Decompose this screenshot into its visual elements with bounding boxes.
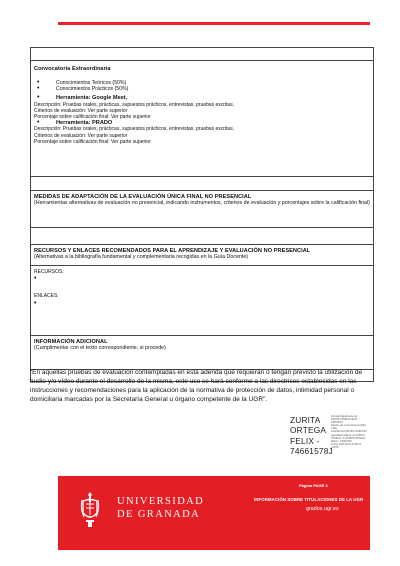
data-protection-statement: “En aquellas pruebas de evaluación contempladas en esta adenda que requieran o tengan previsto la utilización de audio y/o vídeo durante el desarrollo de la misma, este uso se hará conforme a las directrices establecidas en las instrucciones y recomendaciones para la aplicación de la normativa de protección de datos, intimidad personal o domiciliaria marcadas por la Secretaría General u órgano competente de la UGR”.	[30, 369, 363, 403]
signature-details: Firmado digitalmente por ZURITA ORTEGA FELIX - 74661578J Nombre de reconocimiento (DN): c=ES, serialNumber=IDCES-74661578J, givenName=FELIX, sn=ZURITA ORTEGA, cn=ZURITA ORTEGA FELIX - 74661578J Fecha: 2020.06.02 21:58:13 +02'00'	[331, 415, 368, 449]
recursos-text: (Alternativas a la bibliografía fundamental y complementaria recogidas en la Guía Docente)	[34, 254, 249, 260]
university-crest-icon	[80, 491, 100, 529]
list-item	[34, 276, 370, 282]
tool-description: Descripción: Pruebas orales, prácticas, supuestos prácticos, entrevistas, pruebas escritas.	[34, 126, 235, 133]
info-text: (Cumplimentar con el texto correspondiente, si procede)	[34, 345, 166, 351]
tool-heading: • Herramienta: PRADO	[34, 120, 370, 126]
bullet-icon	[34, 86, 56, 92]
medidas-title: MEDIDAS DE ADAPTACIÓN DE LA EVALUACIÓN ÚNICA FINAL NO PRESENCIAL	[34, 194, 252, 200]
bullet-icon	[34, 276, 56, 282]
empty-row	[31, 47, 373, 60]
university-name-line1: UNIVERSIDAD	[117, 496, 205, 507]
titulaciones-info: INFORMACIÓN SOBRE TITULACIONES DE LA UGR	[254, 497, 364, 502]
empty-row	[31, 227, 373, 244]
bullet-icon	[34, 95, 56, 101]
medidas-text: (Herramientas alternativas de evaluación no presencial, indicando instrumentos, criterios de evaluación y porcentajes sobre la calificación final)	[34, 200, 370, 206]
empty-row	[31, 176, 373, 190]
tool-percentage: Porcentaje sobre calificación final: Ver parte superior	[34, 114, 151, 121]
university-name-line2: DE GRANADA	[117, 509, 201, 520]
info-section	[31, 335, 373, 369]
list-item: • Conocimientos Teóricos (50%)	[34, 80, 370, 86]
recursos-title: RECURSOS Y ENLACES RECOMENDADOS PARA EL APRENDIZAJE Y EVALUACIÓN NO PRESENCIAL	[34, 248, 311, 254]
convocatoria-section	[31, 60, 373, 176]
page-number: Página PAGE 3	[299, 483, 328, 488]
header-rule	[58, 22, 370, 25]
tool-criteria: Criterios de evaluación: Ver parte superior	[34, 132, 128, 139]
tool-description: Descripción: Pruebas orales, prácticas, supuestos prácticos, entrevistas, pruebas escritas.	[34, 101, 235, 108]
list-item	[34, 301, 370, 307]
signature-name: ZURITA ORTEGA FELIX - 74661578J	[290, 415, 333, 457]
grados-link[interactable]: grados.ugr.es	[306, 506, 339, 512]
info-title: INFORMACIÓN ADICIONAL	[34, 339, 108, 345]
tool-heading: • Herramienta: Google Meet,	[34, 95, 370, 101]
recursos-header	[31, 244, 373, 265]
list-item: • Conocimientos Prácticos (50%)	[34, 86, 370, 92]
recursos-body	[31, 265, 373, 335]
enlaces-label: ENLACES:	[34, 293, 59, 300]
tool-percentage: Porcentaje sobre calificación final: Ver parte superior	[34, 138, 151, 145]
medidas-section	[31, 190, 373, 227]
convocatoria-title: Convocatoria Extraordinaria	[34, 66, 111, 72]
addendum-table	[30, 47, 374, 382]
tool-criteria: Criterios de evaluación: Ver parte superior	[34, 107, 128, 114]
bullet-icon	[34, 301, 56, 307]
recursos-label: RECURSOS:	[34, 269, 64, 275]
footer-banner	[58, 476, 370, 550]
